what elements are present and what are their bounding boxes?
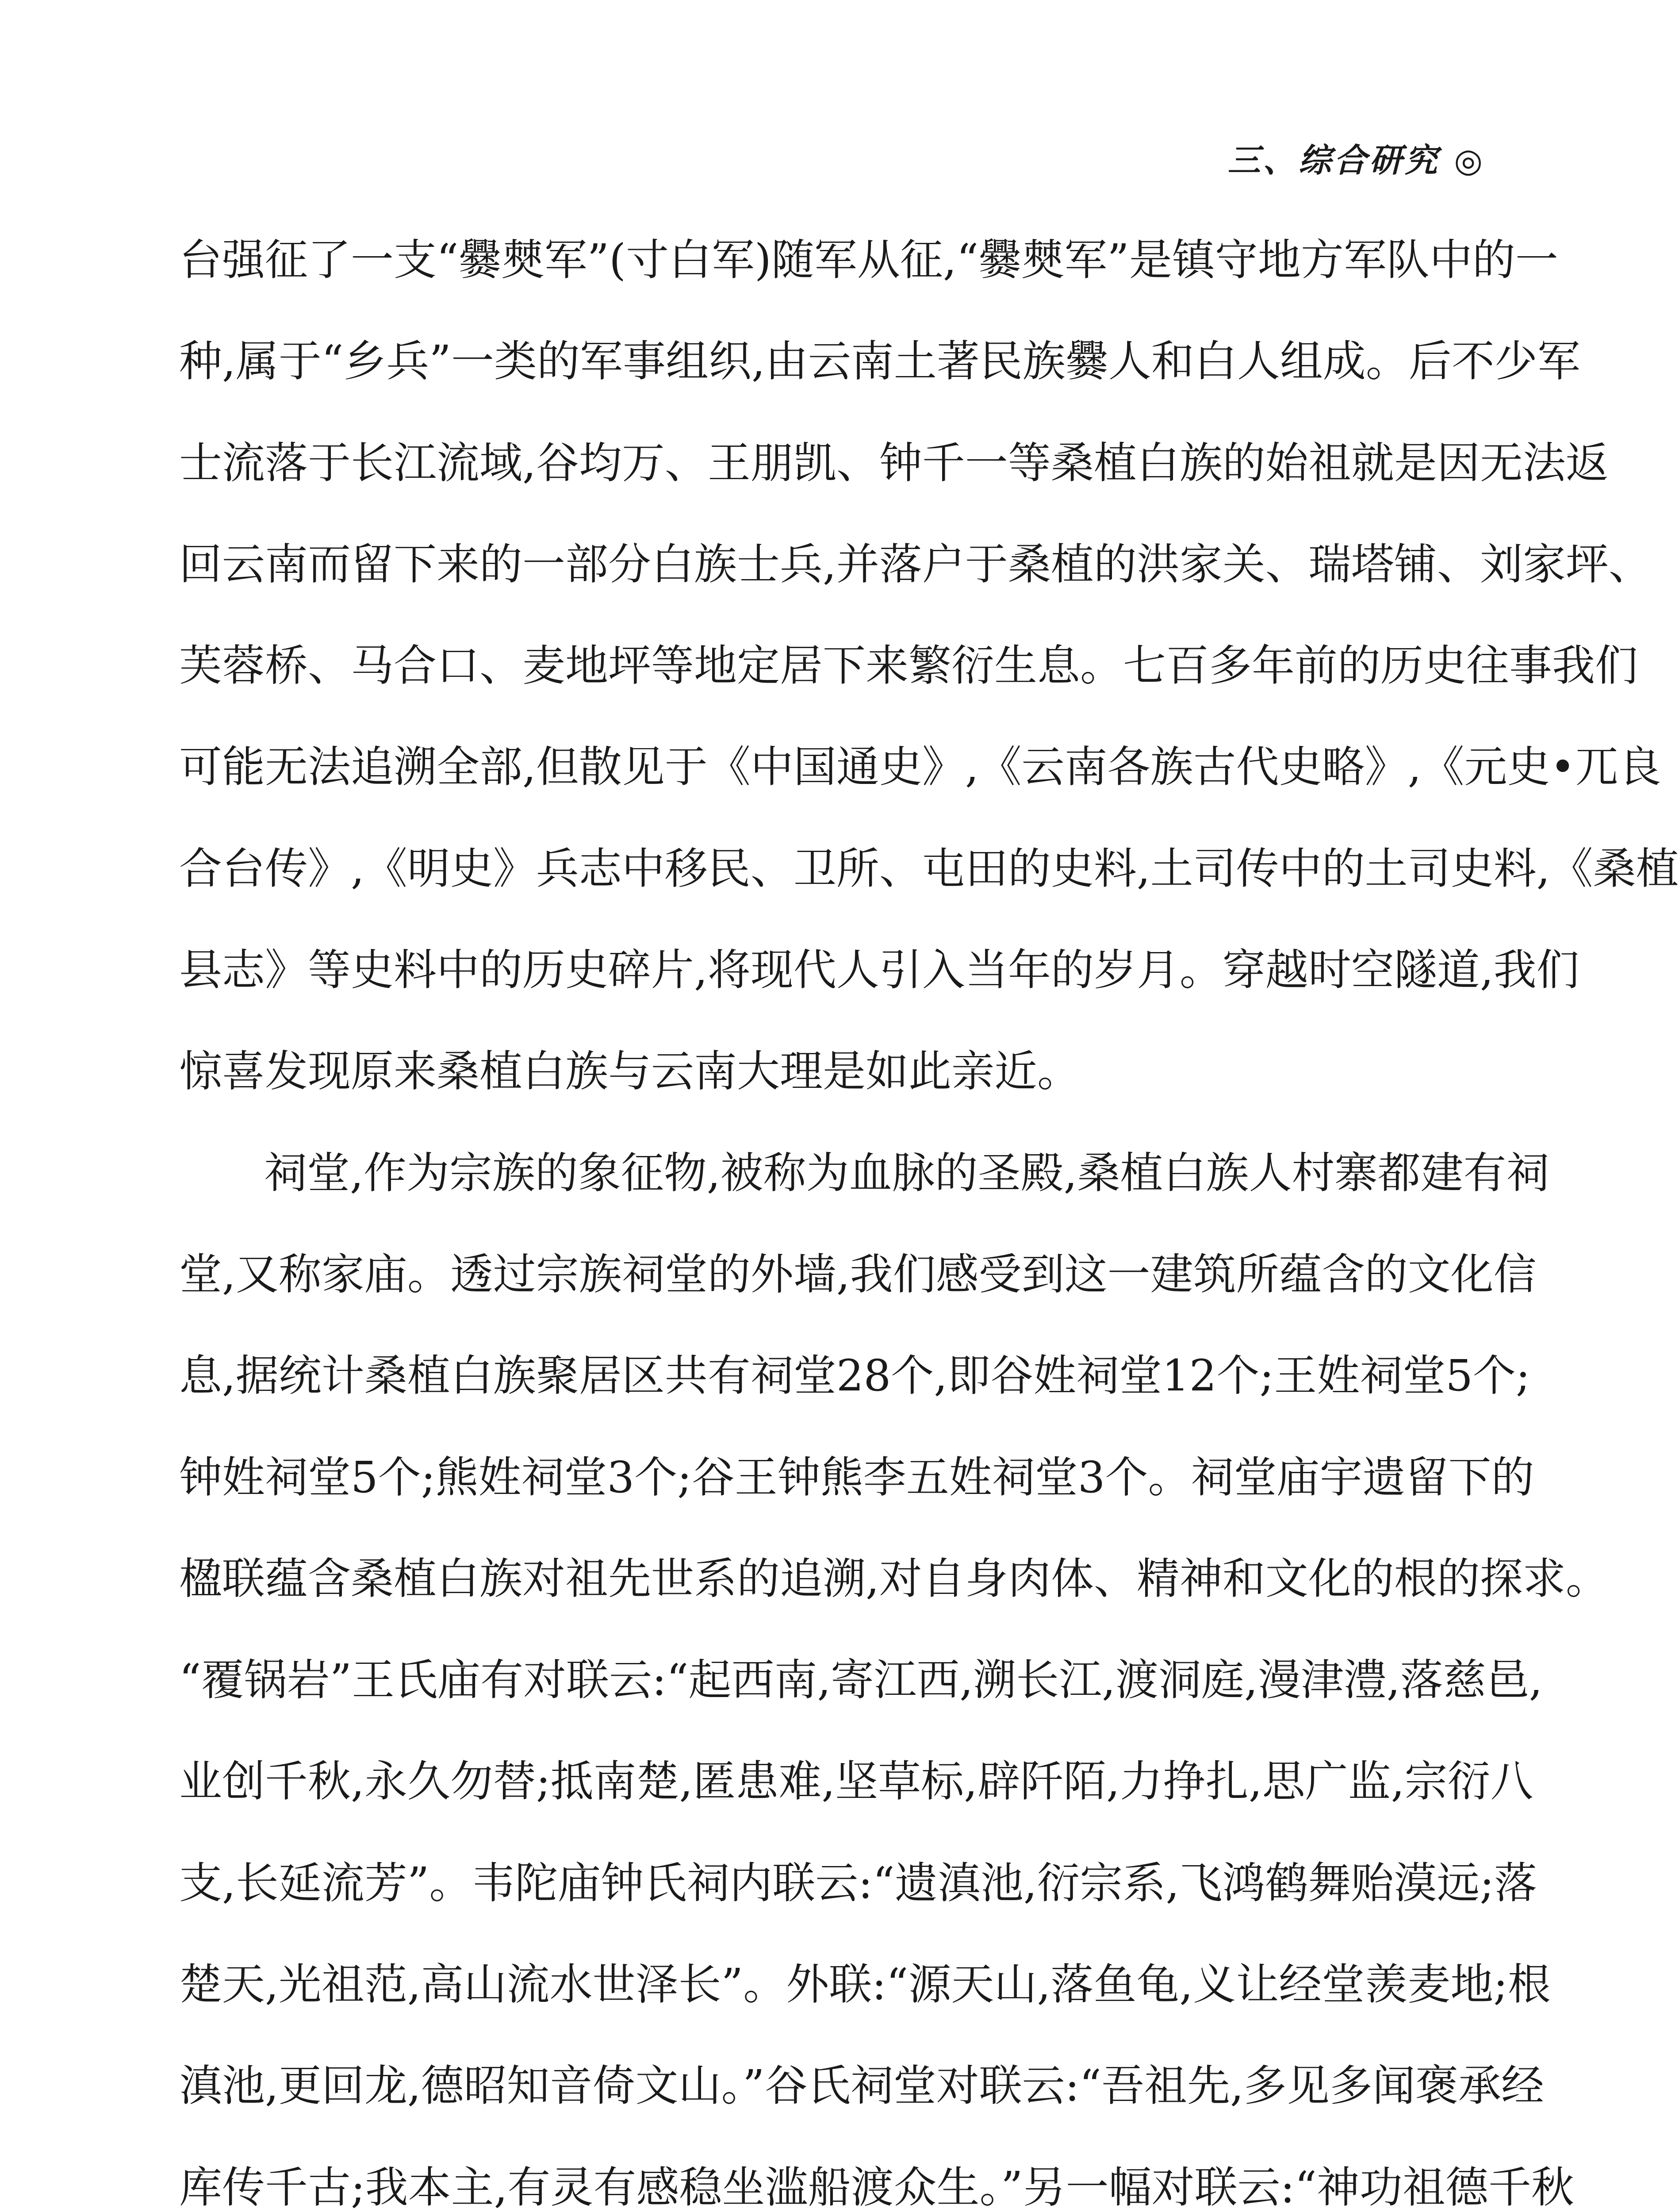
text-line: 县志》等史料中的历史碎片,将现代人引入当年的岁月。穿越时空隧道,我们 bbox=[179, 945, 1579, 995]
text-line: 惊喜发现原来桑植白族与云南大理是如此亲近。 bbox=[179, 1046, 1080, 1097]
text-line: 可能无法追溯全部,但散见于《中国通史》,《云南各族古代史略》,《元史•兀良 bbox=[179, 742, 1661, 792]
body-text bbox=[179, 234, 1679, 2212]
text-line: 库传千古;我本主,有灵有感稳坐滥船渡众生。”另一幅对联云:“神功祖德千秋 bbox=[179, 2162, 1574, 2212]
text-line: 息,据统计桑植白族聚居区共有祠堂28个,即谷姓祠堂12个;王姓祠堂5个; bbox=[179, 1351, 1530, 1401]
text-line: 业创千秋,永久勿替;抵南楚,匿患难,坚草标,辟阡陌,力挣扎,思广监,宗衍八 bbox=[179, 1756, 1533, 1807]
text-line: 支,长延流芳”。韦陀庙钟氏祠内联云:“遗滇池,衍宗系,飞鸿鹤舞贻漠远;落 bbox=[179, 1858, 1537, 1908]
running-head: 三、综合研究 ◎ bbox=[1227, 142, 1485, 180]
text-line: 钟姓祠堂5个;熊姓祠堂3个;谷王钟熊李五姓祠堂3个。祠堂庙宇遗留下的 bbox=[179, 1452, 1534, 1502]
text-line: 合台传》,《明史》兵志中移民、卫所、屯田的史料,土司传中的土司史料,《桑植 bbox=[179, 843, 1679, 894]
text-line: 芙蓉桥、马合口、麦地坪等地定居下来繁衍生息。七百多年前的历史往事我们 bbox=[179, 641, 1638, 691]
text-line: 楹联蕴含桑植白族对祖先世系的追溯,对自身肉体、精神和文化的根的探求。 bbox=[179, 1553, 1609, 1604]
text-line: 楚天,光祖范,高山流水世泽长”。外联:“源天山,落鱼龟,义让经堂羡麦地;根 bbox=[179, 1959, 1551, 2010]
text-line: 台强征了一支“爨僰军”(寸白军)随军从征,“爨僰军”是镇守地方军队中的一 bbox=[179, 235, 1558, 285]
text-line: “覆锅岩”王氏庙有对联云:“起西南,寄江西,溯长江,渡洞庭,漫津澧,落慈邑, bbox=[179, 1655, 1543, 1705]
text-line: 种,属于“乡兵”一类的军事组织,由云南土著民族爨人和白人组成。后不少军 bbox=[179, 336, 1580, 387]
text-line: 回云南而留下来的一部分白族士兵,并落户于桑植的洪家关、瑞塔铺、刘家坪、 bbox=[179, 539, 1652, 589]
text-line: 滇池,更回龙,德昭知音倚文山。”谷氏祠堂对联云:“吾祖先,多见多闻褒承经 bbox=[179, 2061, 1544, 2111]
text-line: 士流落于长江流域,谷均万、王朋凯、钟千一等桑植白族的始祖就是因无法返 bbox=[179, 438, 1609, 488]
paragraph-start-line: 祠堂,作为宗族的象征物,被称为血脉的圣殿,桑植白族人村寨都建有祠 bbox=[264, 1148, 1549, 1198]
text-line: 堂,又称家庙。透过宗族祠堂的外墙,我们感受到这一建筑所蕴含的文化信 bbox=[179, 1249, 1537, 1299]
